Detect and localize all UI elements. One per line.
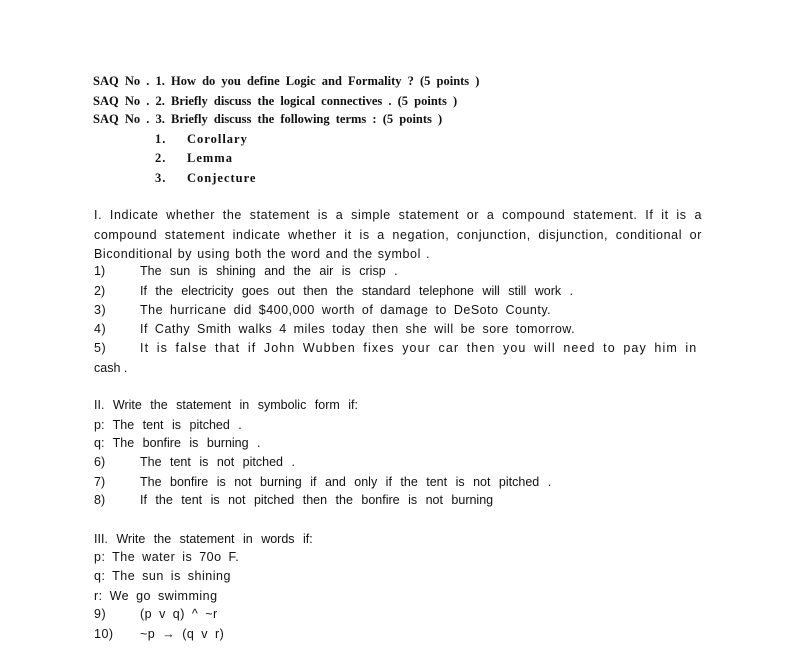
item-number: 2) [94, 284, 106, 298]
item-text: (p v q) ^ ~r [140, 607, 218, 621]
term-label: Conjecture [187, 171, 257, 185]
item-text: The hurricane did $400,000 worth of damage to DeSoto County. [140, 303, 552, 317]
term-label: Lemma [187, 151, 233, 165]
item-number: 7) [94, 475, 106, 489]
part2-heading: II. Write the statement in symbolic form if: [94, 398, 359, 412]
part1-instruction: I. Indicate whether the statement is a simple statement or a compound statement. If it is a compound statement indicate whether it is a negation, conjunction, disjunction, conditional or Biconditional by using both the word and the symbol . [94, 208, 702, 261]
item-number: 5) [94, 341, 107, 355]
item-text: If the electricity goes out then the standard telephone will still work . [140, 284, 574, 298]
item-number: 1) [94, 264, 106, 278]
item-text: If the tent is not pitched then the bonfire is not burning [140, 493, 494, 507]
question-item-5-continued: cash . [94, 361, 128, 375]
part3-definition-q: q: The sun is shining [94, 569, 231, 583]
item-text: The tent is not pitched . [140, 455, 295, 469]
item-number: 4) [94, 322, 107, 336]
saq-question-3: SAQ No . 3. Briefly discuss the following terms : (5 points ) [93, 112, 443, 126]
item-number: 10) [94, 627, 114, 641]
item-text: If Cathy Smith walks 4 miles today then she will be sore tomorrow. [140, 322, 576, 336]
item-number: 9) [94, 607, 107, 621]
term-number: 3. [155, 171, 167, 185]
saq-question-2: SAQ No . 2. Briefly discuss the logical connectives . (5 points ) [93, 94, 458, 108]
part2-definition-q: q: The bonfire is burning . [94, 436, 261, 450]
term-number: 2. [155, 151, 167, 165]
part3-definition-r: r: We go swimming [94, 589, 218, 603]
term-number: 1. [155, 132, 167, 146]
item-text: The sun is shining and the air is crisp . [140, 264, 398, 278]
item-number: 3) [94, 303, 107, 317]
item-number: 6) [94, 455, 106, 469]
item-text: The bonfire is not burning if and only if the tent is not pitched . [140, 475, 552, 489]
item-text: ~p → (q v r) [140, 627, 225, 641]
item-text: It is false that if John Wubben fixes your car then you will need to pay him in [140, 341, 698, 355]
term-label: Corollary [187, 132, 248, 146]
part3-definition-p: p: The water is 70o F. [94, 550, 240, 564]
part3-heading: III. Write the statement in words if: [94, 532, 313, 546]
part2-definition-p: p: The tent is pitched . [94, 418, 242, 432]
item-number: 8) [94, 493, 106, 507]
saq-question-1: SAQ No . 1. How do you define Logic and Formality ? (5 points ) [93, 74, 480, 88]
